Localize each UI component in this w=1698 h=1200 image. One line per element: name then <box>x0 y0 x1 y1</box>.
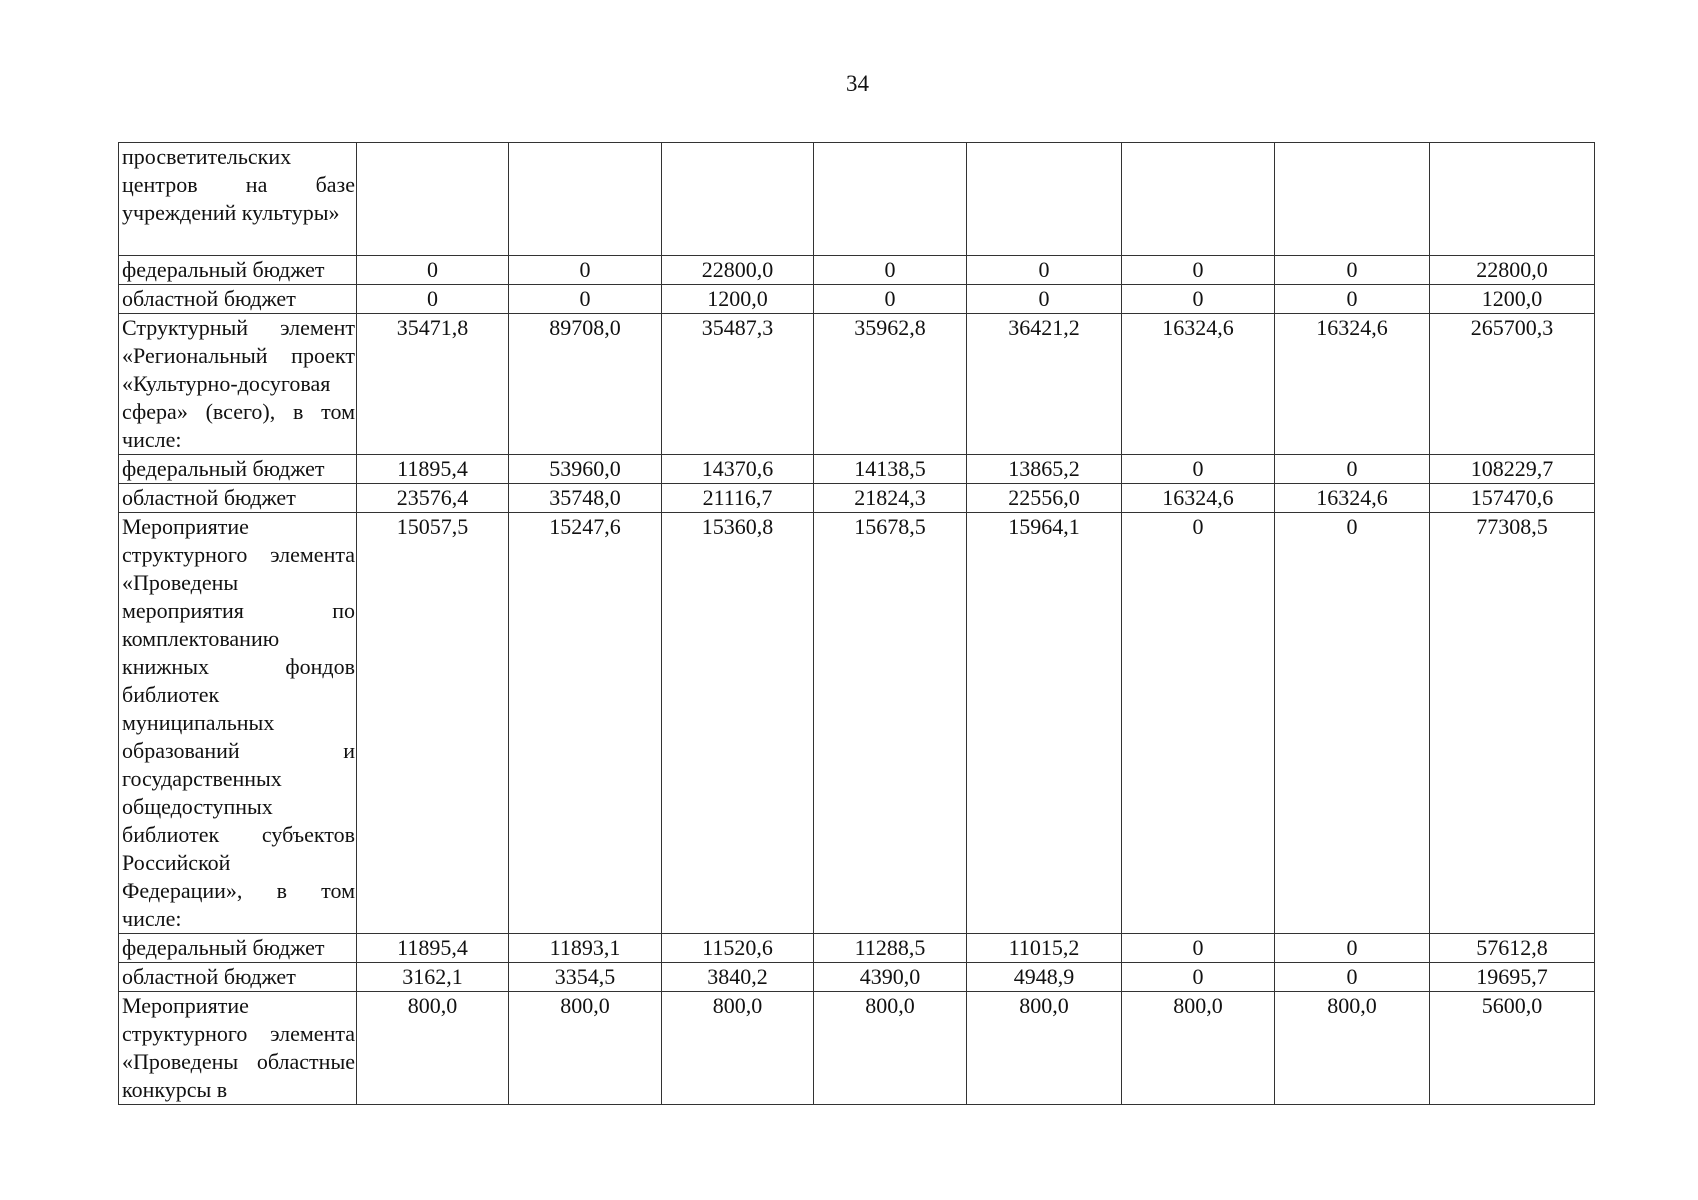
value-cell: 0 <box>1122 455 1275 484</box>
value-cell: 35748,0 <box>509 484 662 513</box>
value-cell: 3840,2 <box>662 963 814 992</box>
value-cell: 53960,0 <box>509 455 662 484</box>
table-row <box>119 934 1595 963</box>
value-cell: 800,0 <box>662 992 814 1105</box>
total-cell: 1200,0 <box>1430 285 1595 314</box>
value-cell: 1200,0 <box>662 285 814 314</box>
value-cell: 0 <box>1275 256 1430 285</box>
value-cell: 11015,2 <box>967 934 1122 963</box>
value-cell: 22800,0 <box>662 256 814 285</box>
value-cell: 0 <box>814 285 967 314</box>
value-cell: 16324,6 <box>1122 314 1275 455</box>
value-cell: 13865,2 <box>967 455 1122 484</box>
value-cell: 15964,1 <box>967 513 1122 934</box>
value-cell: 35487,3 <box>662 314 814 455</box>
value-cell: 0 <box>1122 963 1275 992</box>
value-cell: 11893,1 <box>509 934 662 963</box>
table-row <box>119 963 1595 992</box>
row-label: областной бюджет <box>119 963 357 992</box>
value-cell: 0 <box>1122 513 1275 934</box>
value-cell: 21824,3 <box>814 484 967 513</box>
table-row <box>119 513 1595 934</box>
total-cell: 57612,8 <box>1430 934 1595 963</box>
row-label: областной бюджет <box>119 484 357 513</box>
value-cell <box>814 143 967 256</box>
value-cell: 800,0 <box>357 992 509 1105</box>
value-cell: 4948,9 <box>967 963 1122 992</box>
value-cell: 15360,8 <box>662 513 814 934</box>
table-row <box>119 285 1595 314</box>
total-cell: 265700,3 <box>1430 314 1595 455</box>
value-cell: 16324,6 <box>1122 484 1275 513</box>
value-cell: 4390,0 <box>814 963 967 992</box>
value-cell <box>662 143 814 256</box>
row-label: федеральный бюджет <box>119 256 357 285</box>
value-cell: 800,0 <box>1122 992 1275 1105</box>
value-cell: 11288,5 <box>814 934 967 963</box>
value-cell: 0 <box>357 256 509 285</box>
value-cell: 0 <box>814 256 967 285</box>
value-cell <box>509 143 662 256</box>
value-cell <box>967 143 1122 256</box>
value-cell: 16324,6 <box>1275 314 1430 455</box>
value-cell: 0 <box>509 256 662 285</box>
value-cell: 3162,1 <box>357 963 509 992</box>
value-cell: 21116,7 <box>662 484 814 513</box>
value-cell: 35962,8 <box>814 314 967 455</box>
value-cell <box>1122 143 1275 256</box>
value-cell: 800,0 <box>1275 992 1430 1105</box>
total-cell: 108229,7 <box>1430 455 1595 484</box>
table-row <box>119 455 1595 484</box>
value-cell: 0 <box>967 285 1122 314</box>
value-cell: 0 <box>509 285 662 314</box>
value-cell: 16324,6 <box>1275 484 1430 513</box>
row-label: федеральный бюджет <box>119 934 357 963</box>
table-row <box>119 992 1595 1105</box>
total-cell: 19695,7 <box>1430 963 1595 992</box>
total-cell: 157470,6 <box>1430 484 1595 513</box>
row-label: Мероприятие структурного элемента «Проведены областные конкурсы в <box>119 992 357 1105</box>
table-body <box>119 143 1595 1105</box>
value-cell: 0 <box>1275 934 1430 963</box>
value-cell: 11895,4 <box>357 455 509 484</box>
table-row <box>119 484 1595 513</box>
value-cell <box>357 143 509 256</box>
value-cell: 0 <box>1122 934 1275 963</box>
value-cell: 36421,2 <box>967 314 1122 455</box>
value-cell <box>1275 143 1430 256</box>
value-cell: 15678,5 <box>814 513 967 934</box>
table-row <box>119 256 1595 285</box>
total-cell: 5600,0 <box>1430 992 1595 1105</box>
total-cell: 77308,5 <box>1430 513 1595 934</box>
value-cell: 22556,0 <box>967 484 1122 513</box>
value-cell: 0 <box>1275 285 1430 314</box>
row-label: Мероприятие структурного элемента «Проведены мероприятия по комплектованию книжных фондов библиотек муниципальных образований и государственных общедоступных библиотек субъектов Российской Федерации», в том числе: <box>119 513 357 934</box>
value-cell: 800,0 <box>967 992 1122 1105</box>
total-cell: 22800,0 <box>1430 256 1595 285</box>
table-row <box>119 143 1595 256</box>
value-cell: 89708,0 <box>509 314 662 455</box>
value-cell: 11520,6 <box>662 934 814 963</box>
page-number: 34 <box>846 71 869 96</box>
value-cell: 0 <box>1275 455 1430 484</box>
row-label: Структурный элемент «Региональный проект «Культурно-досуговая сфера» (всего), в том числе: <box>119 314 357 455</box>
value-cell: 23576,4 <box>357 484 509 513</box>
value-cell: 0 <box>1275 513 1430 934</box>
value-cell: 15247,6 <box>509 513 662 934</box>
budget-table <box>118 142 1595 1105</box>
value-cell: 3354,5 <box>509 963 662 992</box>
value-cell: 0 <box>1275 963 1430 992</box>
table-row <box>119 314 1595 455</box>
row-label: просветительских центров на базе учреждений культуры» <box>119 143 357 256</box>
value-cell: 11895,4 <box>357 934 509 963</box>
value-cell: 0 <box>1122 285 1275 314</box>
value-cell: 14138,5 <box>814 455 967 484</box>
value-cell: 15057,5 <box>357 513 509 934</box>
value-cell: 35471,8 <box>357 314 509 455</box>
value-cell: 14370,6 <box>662 455 814 484</box>
value-cell: 800,0 <box>814 992 967 1105</box>
row-label: федеральный бюджет <box>119 455 357 484</box>
value-cell: 0 <box>1122 256 1275 285</box>
value-cell: 0 <box>967 256 1122 285</box>
value-cell: 800,0 <box>509 992 662 1105</box>
value-cell: 0 <box>357 285 509 314</box>
row-label: областной бюджет <box>119 285 357 314</box>
total-cell <box>1430 143 1595 256</box>
